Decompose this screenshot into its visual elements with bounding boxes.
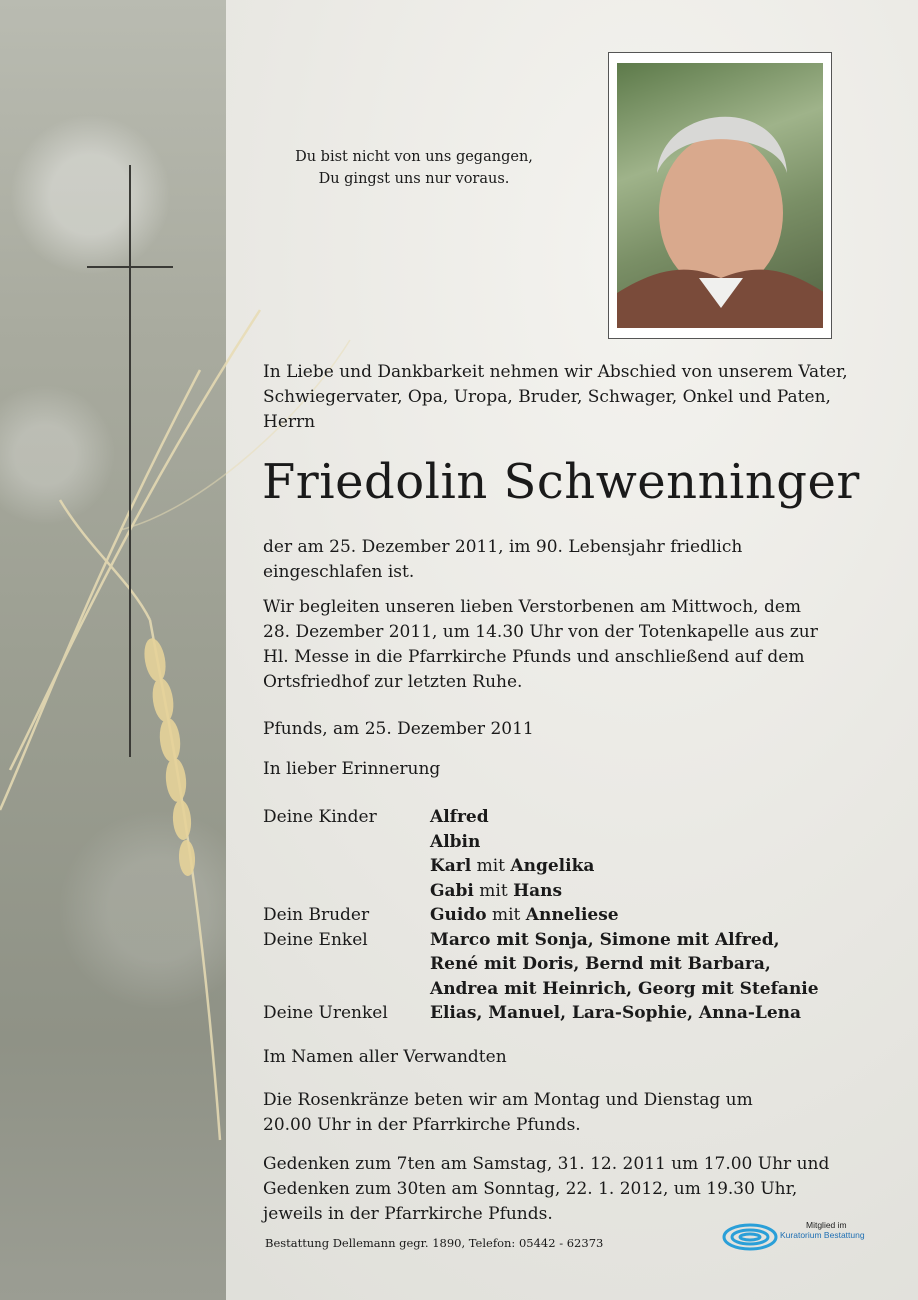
rosary-paragraph <box>263 1088 863 1138</box>
cross-icon <box>129 165 131 757</box>
portrait-frame <box>608 52 832 339</box>
mit-word: mit <box>491 905 521 925</box>
family-member: Andrea mit Heinrich, Georg mit Stefanie <box>430 978 819 999</box>
memorial-line: Gedenken zum 30ten am Sonntag, 22. 1. 2012, um 19.30 Uhr, <box>263 1179 798 1199</box>
family-row <box>263 928 819 953</box>
memorial-line: Gedenken zum 7ten am Samstag, 31. 12. 2011 um 17.00 Uhr und <box>263 1154 830 1174</box>
funeral-line: 28. Dezember 2011, um 14.30 Uhr von der Totenkapelle aus zur <box>263 622 818 642</box>
family-member: Angelika <box>510 856 595 876</box>
cross-icon-bar <box>87 266 173 268</box>
family-row <box>263 1001 819 1026</box>
family-member: Elias, Manuel, Lara-Sophie, Anna-Lena <box>430 1003 802 1023</box>
funeral-paragraph <box>263 595 863 695</box>
quote <box>278 146 550 190</box>
deceased-name: Friedolin Schwenninger <box>262 454 860 510</box>
family-member: Alfred <box>430 807 489 827</box>
family-member: Anneliese <box>525 905 619 925</box>
funeral-line: Ortsfriedhof zur letzten Ruhe. <box>263 672 523 692</box>
family-member: Albin <box>430 831 481 852</box>
family-member: Gabi <box>430 880 474 901</box>
place-date: Pfunds, am 25. Dezember 2011 <box>263 719 534 739</box>
family-label: Dein Bruder <box>263 905 370 925</box>
family-row <box>263 977 819 1002</box>
rosary-line: 20.00 Uhr in der Pfarrkirche Pfunds. <box>263 1115 581 1135</box>
family-row <box>263 952 819 977</box>
intro-line: Schwiegervater, Opa, Uropa, Bruder, Schwager, Onkel und Paten, <box>263 387 831 407</box>
family-row <box>263 830 819 855</box>
funeral-line: Wir begleiten unseren lieben Verstorbenen am Mittwoch, dem <box>263 597 802 617</box>
death-line: der am 25. Dezember 2011, im 90. Lebensjahr friedlich <box>263 537 743 557</box>
family-label: Deine Enkel <box>263 929 368 950</box>
family-member: René mit Doris, Bernd mit Barbara, <box>430 954 771 974</box>
mit-word: mit <box>479 880 508 901</box>
portrait-photo <box>617 63 823 328</box>
intro-line: In Liebe und Dankbarkeit nehmen wir Abschied von unserem Vater, <box>263 362 848 382</box>
memorial-line: jeweils in der Pfarrkirche Pfunds. <box>263 1204 553 1224</box>
family-list <box>263 805 819 1026</box>
funeral-line: Hl. Messe in die Pfarrkirche Pfunds und anschließend auf dem <box>263 647 805 667</box>
family-label: Deine Urenkel <box>263 1003 388 1023</box>
family-member: Karl <box>430 856 472 876</box>
intro-paragraph <box>263 360 863 435</box>
relatives-line: Im Namen aller Verwandten <box>263 1047 507 1067</box>
quote-line: Du bist nicht von uns gegangen, <box>295 149 533 165</box>
family-row <box>263 805 819 830</box>
intro-line: Herrn <box>263 412 316 432</box>
family-row <box>263 903 819 928</box>
rosary-line: Die Rosenkränze beten wir am Montag und Dienstag um <box>263 1090 753 1110</box>
death-paragraph <box>263 535 863 585</box>
quote-line: Du gingst uns nur voraus. <box>318 171 510 187</box>
family-member: Marco mit Sonja, Simone mit Alfred, <box>430 929 780 950</box>
memorial-paragraph <box>263 1152 863 1227</box>
logo-text <box>780 1220 865 1240</box>
family-member: Guido <box>430 905 487 925</box>
family-row <box>263 854 819 879</box>
funeral-home-footer: Bestattung Dellemann gegr. 1890, Telefon: 05442 - 62373 <box>265 1236 604 1250</box>
death-line: eingeschlafen ist. <box>263 562 415 582</box>
family-row <box>263 879 819 904</box>
logo-line: Mitglied im <box>806 1220 847 1230</box>
remembrance-line: In lieber Erinnerung <box>263 759 441 779</box>
family-member: Hans <box>513 880 563 901</box>
mit-word: mit <box>476 856 506 876</box>
logo-line: Kuratorium Bestattung <box>780 1230 865 1240</box>
family-label: Deine Kinder <box>263 807 377 827</box>
